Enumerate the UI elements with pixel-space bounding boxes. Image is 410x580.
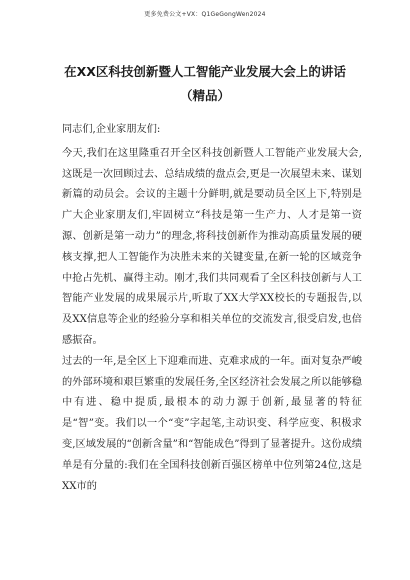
document-body bbox=[62, 120, 362, 497]
header-note: 更多免费公文+VX：Q1GeGongWen2024 bbox=[144, 11, 266, 18]
salutation: 同志们,企业家朋友们: bbox=[62, 124, 161, 135]
document-subtitle: （精品） bbox=[179, 88, 230, 103]
paragraph-1: 今天,我们在这里隆重召开全区科技创新暨人工智能产业发展大会,这既是一次回顾过去、总结成绩的盘点会,更是一次展望未来、谋划新篇的动员会。会议的主题十分鲜明,就是要动员全区上下,特别是广大企业家朋友们,牢固树立“科技是第一生产力、人才是第一资源、创新是第一动力”的理念,将科技创新作为推动高质量发展的硬核支撑,把人工智能作为决胜未来的关键变量,在新一轮的区域竞争中抢占先机、赢得主动。刚才,我们共同观看了全区科技创新与人工智能产业发展的成果展示片,听取了XX大学XX校长的专题报告,以及XX信息等企业的经验分享和相关单位的交流发言,很受启发,也倍感振奋。 bbox=[62, 147, 362, 346]
document-title: 在XX区科技创新暨人工智能产业发展大会上的讲话 bbox=[64, 64, 346, 79]
paragraph-2: 过去的一年,是全区上下迎难而进、克难求成的一年。面对复杂严峻的外部环境和艰巨繁重的发展任务,全区经济社会发展之所以能够稳中有进、稳中提质,最根本的动力源于创新,最显著的特征是“智”变。我们以一个“变”字起笔,主动识变、科学应变、积极求变,区域发展的“创新含量”和“智能成色”得到了显著提升。这份成绩单是有分量的:我们在全国科技创新百强区榜单中位列第24位,这是XX市的 bbox=[62, 355, 362, 492]
